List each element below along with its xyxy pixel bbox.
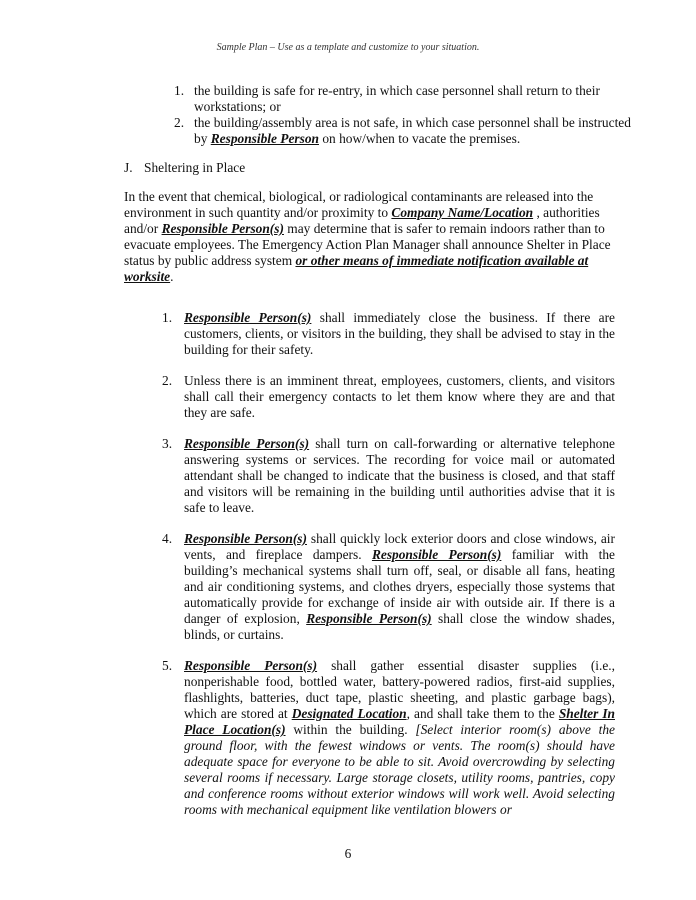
section-letter: J. xyxy=(124,160,133,175)
list-item-text: the building/assembly area is not safe, in which case personnel shall be instructed by xyxy=(194,115,631,146)
guidance-note: [Select interior room(s) above the ground floor, with the fewest windows or vents. The room(s) should have adequate space for everyone to be able to sit. Avoid overcrowding by selecting several rooms if necessary. Large storage closets, utility rooms, pantries, copy and conference rooms without exterior windows will work well. Avoid selecting rooms with mechanical equipment like ventilation blowers or xyxy=(184,722,615,817)
list-number: 5. xyxy=(162,658,173,673)
paragraph-text: may determine that is safer to remain indoors rather than to evacuate employees. The Emergency Action Plan Manager shall announce Shelter in Place status by public address system xyxy=(124,221,611,268)
list-item xyxy=(174,115,634,147)
list-item xyxy=(162,436,615,516)
list-item xyxy=(162,373,615,421)
list-item-text: shall immediately close the business. If there are customers, clients, or visitors in the building, they shall be advised to stay in the building for their safety. xyxy=(184,310,615,357)
list-item xyxy=(162,531,615,643)
list-item-text: familiar with the building’s mechanical systems shall turn off, seal, or disable all fans, heating and air conditioning systems, and clothes dryers, especially those systems that automatically provide for exchange of inside air with outside air. If there is a danger of explosion, xyxy=(184,547,615,626)
list-item-text: shall turn on call-forwarding or alternative telephone answering systems or services. The recording for voice mail or automated attendant shall be changed to indicate that the business is closed, and that staff and visitors will be remaining in the building until authorities advise that it is safe to leave. xyxy=(184,436,615,515)
shelter-steps-list xyxy=(162,310,615,833)
list-item-text: shall close the window shades, blinds, or curtains. xyxy=(184,611,615,642)
notification-means-placeholder: or other means of immediate notification available at worksite xyxy=(124,253,589,284)
list-item-text: on how/when to vacate the premises. xyxy=(319,131,521,146)
re-entry-list xyxy=(174,83,634,147)
paragraph-text: In the event that chemical, biological, or radiological contaminants are released into the environment in such quantity and/or proximity to xyxy=(124,189,594,220)
section-heading xyxy=(124,160,245,176)
list-item-text: the building is safe for re-entry, in which case personnel shall return to their workstations; or xyxy=(194,83,600,114)
list-item-text: Unless there is an imminent threat, employees, customers, clients, and visitors shall call their emergency contacts to let them know where they are and that they are safe. xyxy=(184,373,615,420)
responsible-person-placeholder: Responsible Person(s) xyxy=(184,436,310,451)
company-name-placeholder: Company Name/Location xyxy=(391,205,534,220)
list-item-text: within the building. xyxy=(285,722,416,737)
paragraph-text: . xyxy=(170,269,174,284)
intro-paragraph xyxy=(124,189,618,285)
list-number: 4. xyxy=(162,531,173,546)
list-item xyxy=(174,83,634,115)
responsible-person-placeholder: Responsible Person(s) xyxy=(371,547,502,562)
list-item xyxy=(162,658,615,818)
responsible-person-placeholder: Responsible Person xyxy=(210,131,319,146)
list-item-text: shall gather essential disaster supplies (i.e., nonperishable food, bottled water, battery-powered radios, first-aid supplies, flashlights, batteries, duct tape, plastic sheeting, and plastic garbage bags), which are stored at xyxy=(184,658,615,721)
list-number: 1. xyxy=(174,83,185,98)
list-number: 2. xyxy=(162,373,173,388)
paragraph-text: , authorities and/or xyxy=(124,205,600,236)
responsible-person-placeholder: Responsible Person(s) xyxy=(184,658,318,673)
page-number: 6 xyxy=(344,846,352,861)
shelter-location-placeholder: Shelter In Place Location(s) xyxy=(184,706,615,737)
page-header: Sample Plan – Use as a template and customize to your situation. xyxy=(216,42,480,53)
responsible-person-placeholder: Responsible Person(s) xyxy=(306,611,432,626)
responsible-person-placeholder: Responsible Person(s) xyxy=(184,531,307,546)
responsible-person-placeholder: Responsible Person(s) xyxy=(184,310,312,325)
list-item-text: , and shall take them to the xyxy=(406,706,559,721)
list-number: 2. xyxy=(174,115,185,130)
designated-location-placeholder: Designated Location xyxy=(291,706,407,721)
responsible-person-placeholder: Responsible Person(s) xyxy=(161,221,284,236)
list-item-text: shall quickly lock exterior doors and close windows, air vents, and fireplace dampers. xyxy=(184,531,615,562)
section-title: Sheltering in Place xyxy=(144,160,246,175)
list-number: 3. xyxy=(162,436,173,451)
list-item xyxy=(162,310,615,358)
list-number: 1. xyxy=(162,310,173,325)
